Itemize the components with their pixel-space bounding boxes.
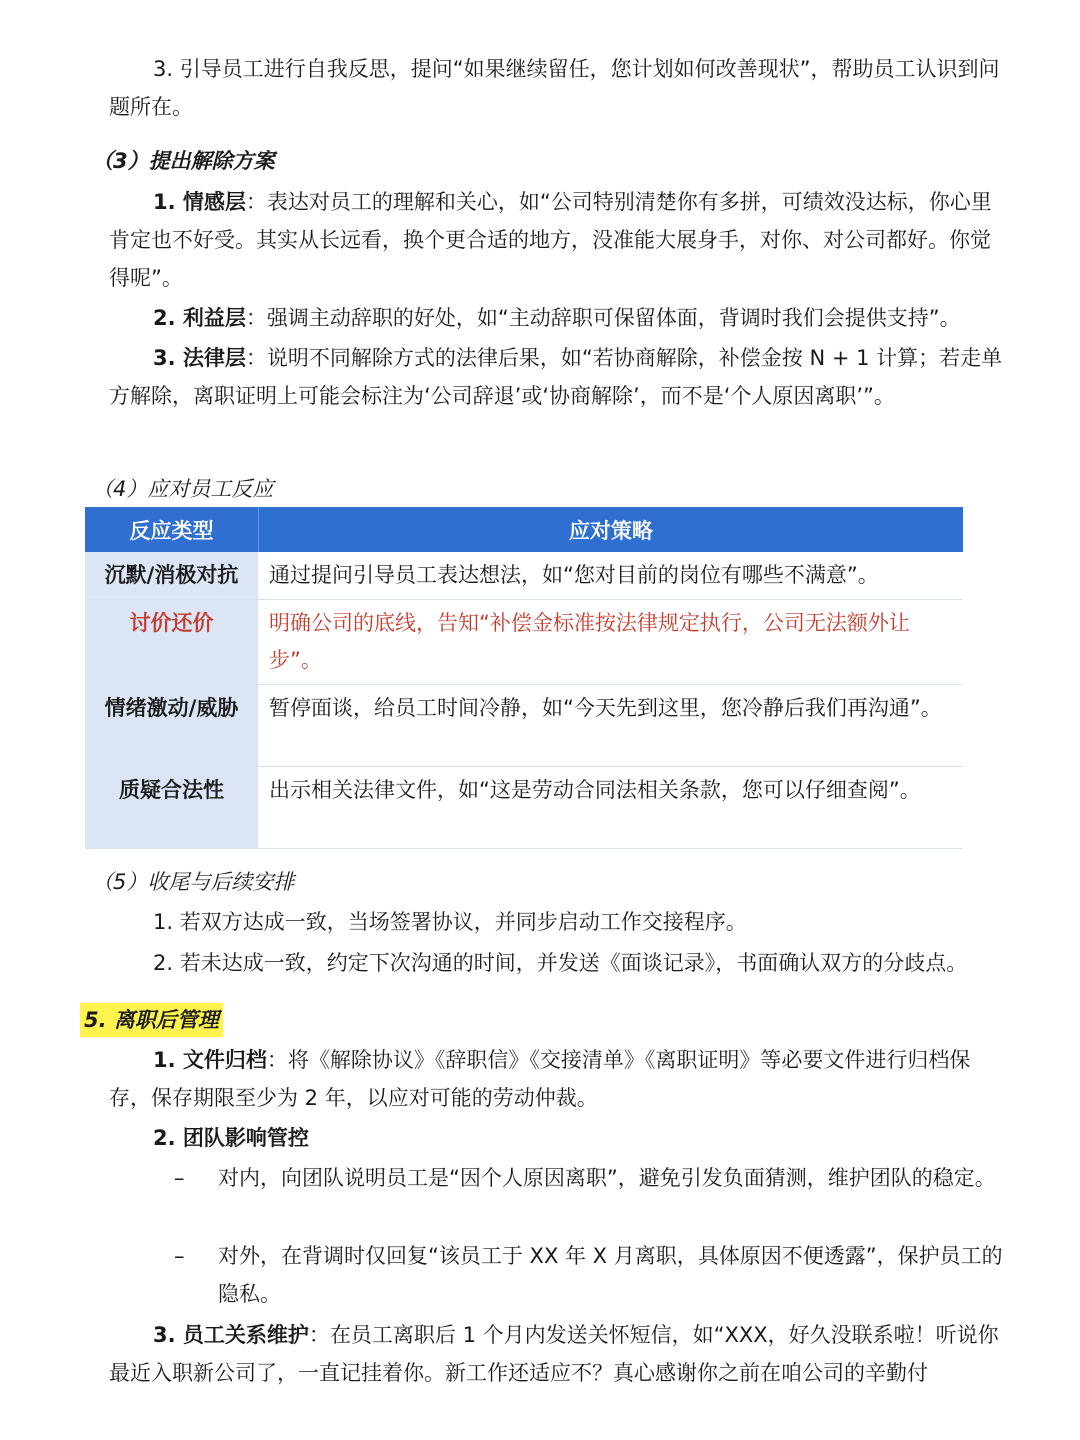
cell-strategy: 暂停面谈，给员工时间冷静，如“今天先到这里，您冷静后我们再沟通”。 (259, 685, 964, 767)
heading-propose-plan: （3）提出解除方案 (92, 149, 275, 173)
closing-item-agree: 1. 若双方达成一致，当场签署协议，并同步启动工作交接程序。 (153, 910, 747, 934)
paragraph-file-archive (109, 1041, 1009, 1117)
paragraph-relationship (109, 1316, 1009, 1392)
table-row (85, 767, 963, 849)
label-legal: 3. 法律层 (153, 346, 246, 370)
table-row (85, 685, 963, 767)
text-file-archive: ：将《解除协议》《辞职信》《交接清单》《离职证明》等必要文件进行归档保存，保存期限至少为 2 年，以应对可能的劳动仲裁。 (109, 1048, 971, 1110)
table-row (85, 600, 963, 685)
paragraph-interest (109, 299, 1009, 337)
dash-bullet: – (174, 1244, 185, 1268)
paragraph-emotional (109, 183, 1009, 297)
table-row (85, 552, 963, 600)
cell-strategy: 通过提问引导员工表达想法，如“您对目前的岗位有哪些不满意”。 (259, 552, 964, 600)
label-interest: 2. 利益层 (153, 306, 246, 330)
text-legal: ：说明不同解除方式的法律后果，如“若协商解除，补偿金按 N + 1 计算；若走单方解除，离职证明上可能会标注为‘公司辞退’或‘协商解除’，而不是‘个人原因离职’”。 (109, 346, 1003, 408)
reaction-table (85, 507, 963, 849)
team-impact-internal: 对内，向团队说明员工是“因个人原因离职”，避免引发负面猜测，维护团队的稳定。 (218, 1166, 996, 1190)
closing-item-disagree: 2. 若未达成一致，约定下次沟通的时间，并发送《面谈记录》，书面确认双方的分歧点。 (153, 951, 968, 975)
cell-strategy: 出示相关法律文件，如“这是劳动合同法相关条款，您可以仔细查阅”。 (259, 767, 964, 849)
team-impact-title: 2. 团队影响管控 (153, 1126, 309, 1150)
section-title-post-exit: 5. 离职后管理 (80, 1003, 223, 1037)
label-relationship: 3. 员工关系维护 (153, 1323, 309, 1347)
cell-reaction-type: 情绪激动/威胁 (85, 685, 259, 767)
heading-closing: （5）收尾与后续安排 (92, 870, 295, 894)
text-relationship: ：在员工离职后 1 个月内发送关怀短信，如“XXX，好久没联系啦！听说你最近入职新公司了，一直记挂着你。新工作还适应不？真心感谢你之前在咱公司的辛勤付 (109, 1323, 999, 1385)
team-impact-external: 对外，在背调时仅回复“该员工于 XX 年 X 月离职，具体原因不便透露”，保护员工的隐私。 (218, 1244, 1003, 1306)
label-file-archive: 1. 文件归档 (153, 1048, 267, 1072)
dash-bullet: – (174, 1166, 185, 1190)
cell-reaction-type: 质疑合法性 (85, 767, 259, 849)
table-header-row (85, 507, 963, 552)
text-emotional: ：表达对员工的理解和关心，如“公司特别清楚你有多拼，可绩效没达标，你心里肯定也不好受。其实从长远看，换个更合适的地方，没准能大展身手，对你、对公司都好。你觉得呢”。 (109, 190, 992, 290)
header-strategy: 应对策略 (259, 507, 964, 552)
cell-reaction-type: 讨价还价 (85, 600, 259, 685)
paragraph-legal (109, 339, 1009, 415)
cell-strategy: 明确公司的底线，告知“补偿金标准按法律规定执行，公司无法额外让步”。 (259, 600, 964, 685)
text-interest: ：强调主动辞职的好处，如“主动辞职可保留体面，背调时我们会提供支持”。 (245, 306, 961, 330)
paragraph-reflection: 3. 引导员工进行自我反思，提问“如果继续留任，您计划如何改善现状”，帮助员工认识到问题所在。 (109, 57, 1000, 119)
header-reaction-type: 反应类型 (85, 507, 259, 552)
label-emotional: 1. 情感层 (153, 190, 246, 214)
heading-employee-reaction: （4）应对员工反应 (92, 477, 274, 501)
cell-reaction-type: 沉默/消极对抗 (85, 552, 259, 600)
